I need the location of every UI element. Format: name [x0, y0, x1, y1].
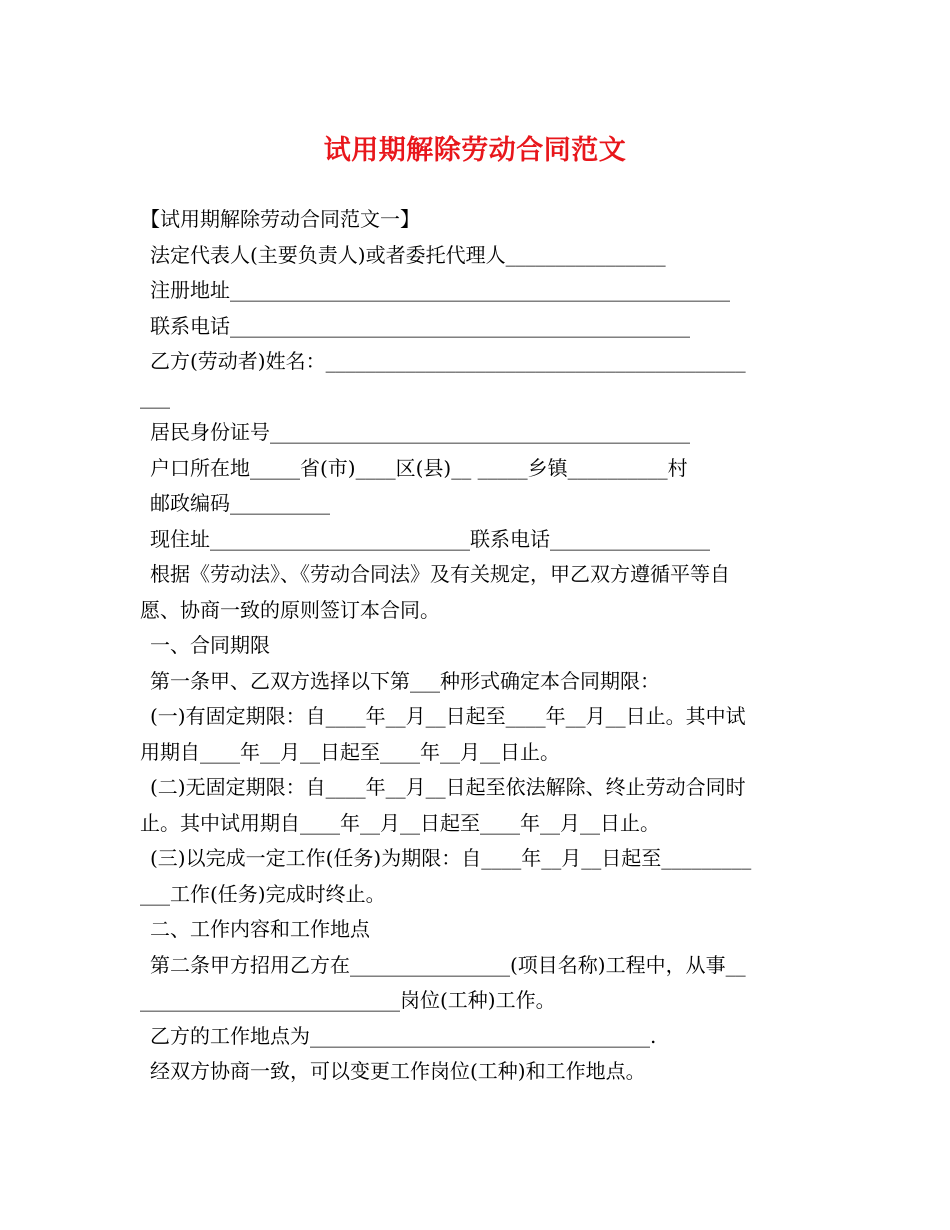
field-legal-representative: 法定代表人(主要负责人)或者委托代理人________________: [150, 242, 666, 267]
field-registered-address: 注册地址__________________________________________________: [150, 278, 730, 302]
article-two-continued: __________________________岗位(工种)工作。: [140, 988, 556, 1012]
term-open-ended-continued: 止。其中试用期自____年__月__日起至____年__月__日止。: [140, 810, 660, 835]
field-id-number: 居民身份证号__________________________________________: [150, 420, 690, 444]
section-contract-term: 一、合同期限: [150, 633, 270, 657]
field-employee-name: 乙方(劳动者)姓名：__________________________________________: [150, 349, 746, 373]
article-one: 第一条甲、乙双方选择以下第___种形式确定本合同期限：: [150, 668, 660, 693]
work-location: 乙方的工作地点为__________________________________.: [150, 1023, 657, 1048]
paragraph-basis: 根据《劳动法》、《劳动合同法》及有关规定，甲乙双方遵循平等自: [150, 562, 730, 586]
section-work-content: 二、工作内容和工作地点: [150, 917, 370, 941]
section-heading: 【试用期解除劳动合同范文一】: [140, 207, 420, 231]
term-task-based-continued: ___工作(任务)完成时终止。: [140, 881, 386, 906]
term-task-based: (三)以完成一定工作(任务)为期限：自____年__月__日起至_________: [150, 846, 752, 870]
field-postal-code: 邮政编码__________: [150, 491, 330, 515]
article-two: 第二条甲方招用乙方在________________(项目名称)工程中，从事__: [150, 952, 746, 977]
field-employee-name-continued: ___: [140, 384, 170, 409]
field-current-address: 现住址__________________________联系电话________________: [150, 526, 710, 551]
document-body: [140, 202, 816, 1090]
term-open-ended: (二)无固定期限：自____年__月__日起至依法解除、终止劳动合同时: [150, 775, 746, 799]
work-change-clause: 经双方协商一致，可以变更工作岗位(工种)和工作地点。: [150, 1059, 646, 1083]
term-fixed: (一)有固定期限：自____年__月__日起至____年__月__日止。其中试: [150, 704, 746, 728]
paragraph-basis-continued: 愿、协商一致的原则签订本合同。: [140, 597, 440, 622]
document-title: 试用期解除劳动合同范文: [323, 135, 627, 166]
field-contact-phone: 联系电话______________________________________________: [150, 313, 690, 338]
term-fixed-continued: 用期自____年__月__日起至____年__月__日止。: [140, 739, 560, 764]
field-household-registration: 户口所在地_____省(市)____区(县)__ _____乡镇__________村: [150, 455, 688, 480]
